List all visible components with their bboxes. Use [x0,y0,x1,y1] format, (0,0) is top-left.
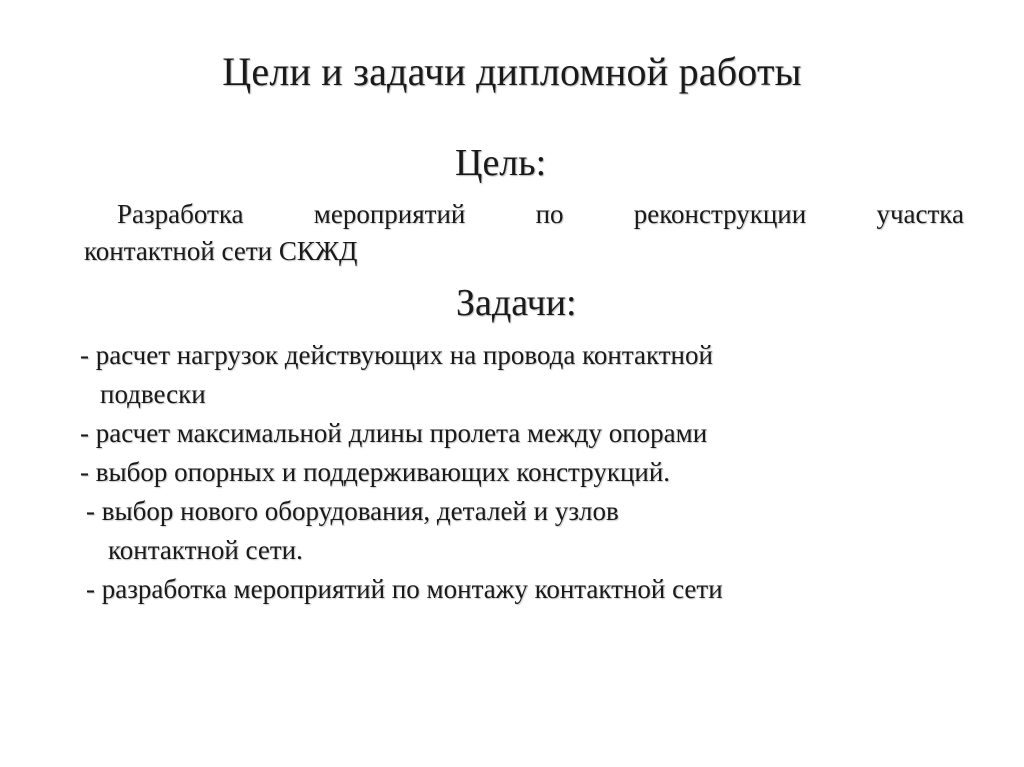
task-item-continuation: контактной сети. [108,535,303,565]
goal-line: Разработка мероприятий по реконструкции участка [117,199,964,229]
task-item: - расчет максимальной длины пролета между опорами [80,418,708,448]
goal-line: контактной сети СКЖД [84,236,358,266]
goal-text [84,196,964,270]
task-item: - выбор опорных и поддерживающих конструкций. [80,457,671,487]
tasks-heading: Задачи: [456,282,577,324]
task-list [80,336,980,609]
task-item: - расчет нагрузок действующих на провода контактной [80,340,713,370]
goal-heading: Цель: [455,142,547,184]
task-item: - разработка мероприятий по монтажу контактной сети [86,574,723,604]
task-item-continuation: подвески [100,379,206,409]
task-item: - выбор нового оборудования, деталей и узлов [86,496,619,526]
slide-title: Цели и задачи дипломной работы [222,49,802,94]
